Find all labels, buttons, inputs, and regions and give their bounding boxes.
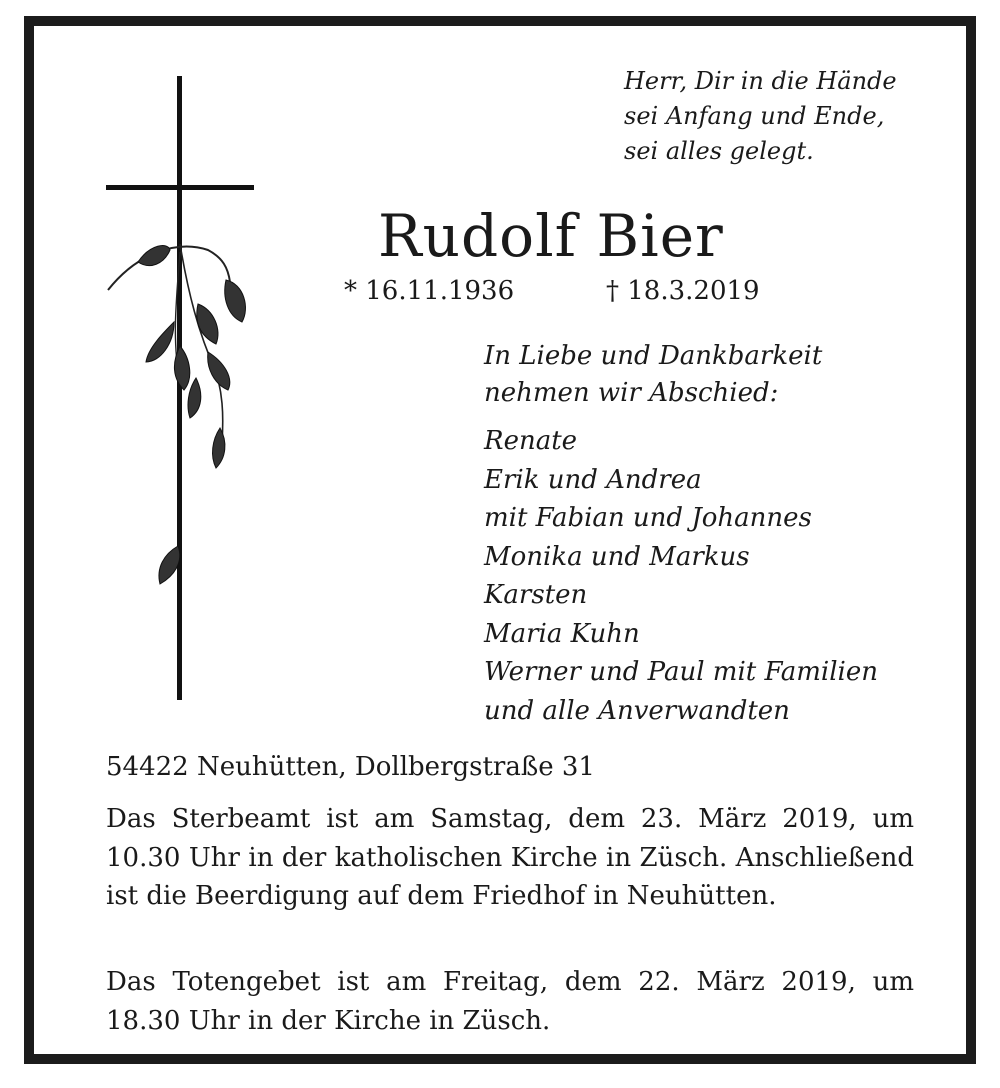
mourner: Erik und Andrea xyxy=(484,464,702,495)
verse-line: Herr, Dir in die Hände xyxy=(624,67,897,95)
farewell-intro-line: nehmen wir Abschied: xyxy=(484,378,779,408)
address: 54422 Neuhütten, Dollbergstraße 31 xyxy=(106,752,595,782)
farewell-intro-line: In Liebe und Dankbarkeit xyxy=(484,341,823,371)
birth-date: * 16.11.1936 xyxy=(344,276,515,306)
cross-with-birch-branch-icon xyxy=(98,72,278,712)
mourner: Monika und Markus xyxy=(484,541,750,572)
verse-line: sei alles gelegt. xyxy=(624,137,814,165)
verse xyxy=(624,64,897,169)
verse-line: sei Anfang und Ende, xyxy=(624,102,885,130)
mourner: Werner und Paul mit Familien xyxy=(484,657,878,687)
mourner: Karsten xyxy=(484,580,588,610)
funeral-service-text: Das Sterbeamt ist am Samstag, dem 23. März 2019, um 10.30 Uhr in der katholischen Kirche in Züsch. Anschließend ist die Beerdigung auf dem Friedhof in Neuhütten. xyxy=(106,804,914,911)
deceased-name: Rudolf Bier xyxy=(378,202,724,270)
mourner: Renate xyxy=(484,426,578,456)
farewell-intro xyxy=(484,338,822,412)
mourner: und alle Anverwandten xyxy=(484,695,790,726)
death-date: † 18.3.2019 xyxy=(606,276,760,306)
prayer-service-text: Das Totengebet ist am Freitag, dem 22. März 2019, um 18.30 Uhr in der Kirche in Züsch. xyxy=(106,967,914,1036)
obituary-frame xyxy=(24,16,976,1064)
mourner: mit Fabian und Johannes xyxy=(484,503,812,533)
mourners-list xyxy=(484,422,878,730)
mourner: Maria Kuhn xyxy=(484,618,640,649)
